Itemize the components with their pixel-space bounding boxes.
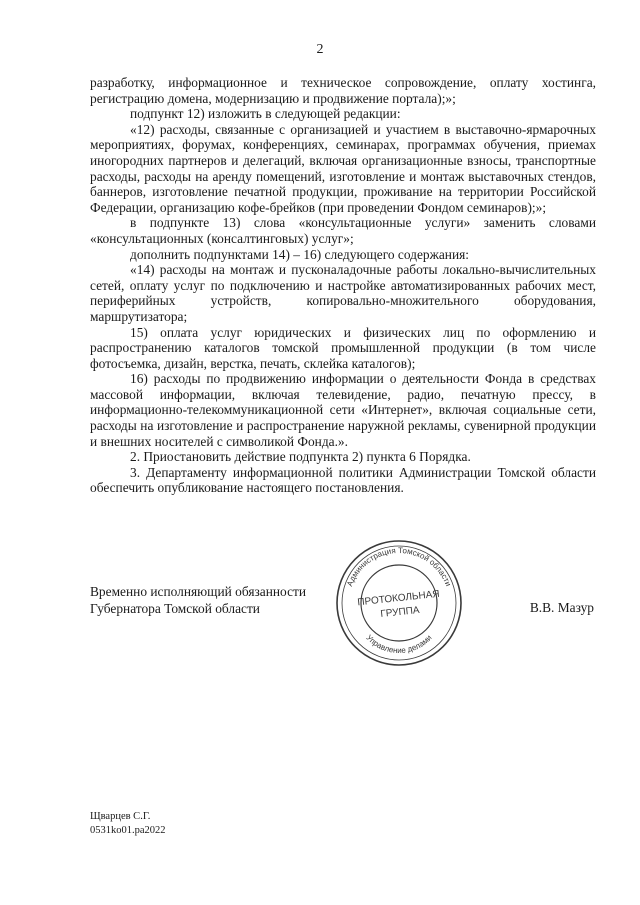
- stamp-outer-bottom-text: Управление делами: [364, 633, 434, 656]
- paragraph-item-2: 2. Приостановить действие подпункта 2) пункта 6 Порядка.: [130, 449, 471, 465]
- round-stamp: [333, 537, 465, 669]
- signatory-title-line2: Губернатора Томской области: [90, 601, 260, 616]
- paragraph-item-3: 3. Департаменту информационной политики Администрации Томской области обеспечить опубликование настоящего постановления.: [90, 464, 596, 496]
- paragraph-subpoint-16: 16) расходы по продвижению информации о деятельности Фонда в средствах массовой информации, включая телевидение, радио, печатную прессу, в информационно-телекоммуникационной сети «Интернет», включая социальные сети, расходы на изготовление и распространение наружной рекламы, сувенирной продукции и внешних носителей с символикой Фонда.».: [90, 371, 596, 449]
- paragraph-subpoint-12-text: «12) расходы, связанные с организацией и участием в выставочно-ярмарочных мероприятиях, форумах, конференциях, семинарах, программах обучения, приемах иногородних партнеров и делегаций, включая организационные взносы, транспортные расходы, расходы на аренду помещений, изготовление и монтаж выставочных стендов, баннеров, изготовление печатной продукции, проживание на территории Российской Федерации, организацию кофе-брейков (при проведении Фондом семинаров);»;: [90, 121, 596, 215]
- paragraph-subpoint-15: 15) оплата услуг юридических и физических лиц по оформлению и распространению каталогов томской промышленной продукции (в том числе фотосъемка, дизайн, верстка, печать, склейка каталогов);: [90, 324, 596, 371]
- stamp-center-line2: ГРУППА: [379, 604, 421, 620]
- signatory-title: [90, 583, 306, 617]
- paragraph-add-subpoints: дополнить подпунктами 14) – 16) следующего содержания:: [130, 246, 470, 262]
- footer-code: 0531ko01.pa2022: [90, 825, 166, 836]
- signatory-name: В.В. Мазур: [529, 600, 594, 615]
- document-body: [90, 75, 596, 496]
- paragraph-continuation: разработку, информационное и техническое сопровождение, оплату хостинга, регистрацию домена, модернизацию и продвижение портала);»;: [90, 75, 596, 106]
- stamp-center-line1: ПРОТОКОЛЬНАЯ: [356, 588, 441, 609]
- paragraph-subpoint-12-intro: подпункт 12) изложить в следующей редакции:: [130, 106, 401, 122]
- stamp-outer-top-text: Администрация Томской области: [345, 545, 453, 588]
- footer-author: Щварцев С.Г.: [90, 811, 151, 822]
- paragraph-subpoint-13: в подпункте 13) слова «консультационные услуги» заменить словами «консультационных (консалтинговых) услуг»;: [90, 215, 596, 246]
- page-number: 2: [316, 42, 324, 57]
- footer: [90, 810, 166, 838]
- signatory-title-line1: Временно исполняющий обязанности: [90, 584, 307, 599]
- paragraph-subpoint-14: «14) расходы на монтаж и пусконаладочные работы локально-вычислительных сетей, оплату услуг по подключению и настройке автоматизированных рабочих мест, периферийных устройств, копировально-множительного оборудования, маршрутизатора;: [90, 262, 596, 324]
